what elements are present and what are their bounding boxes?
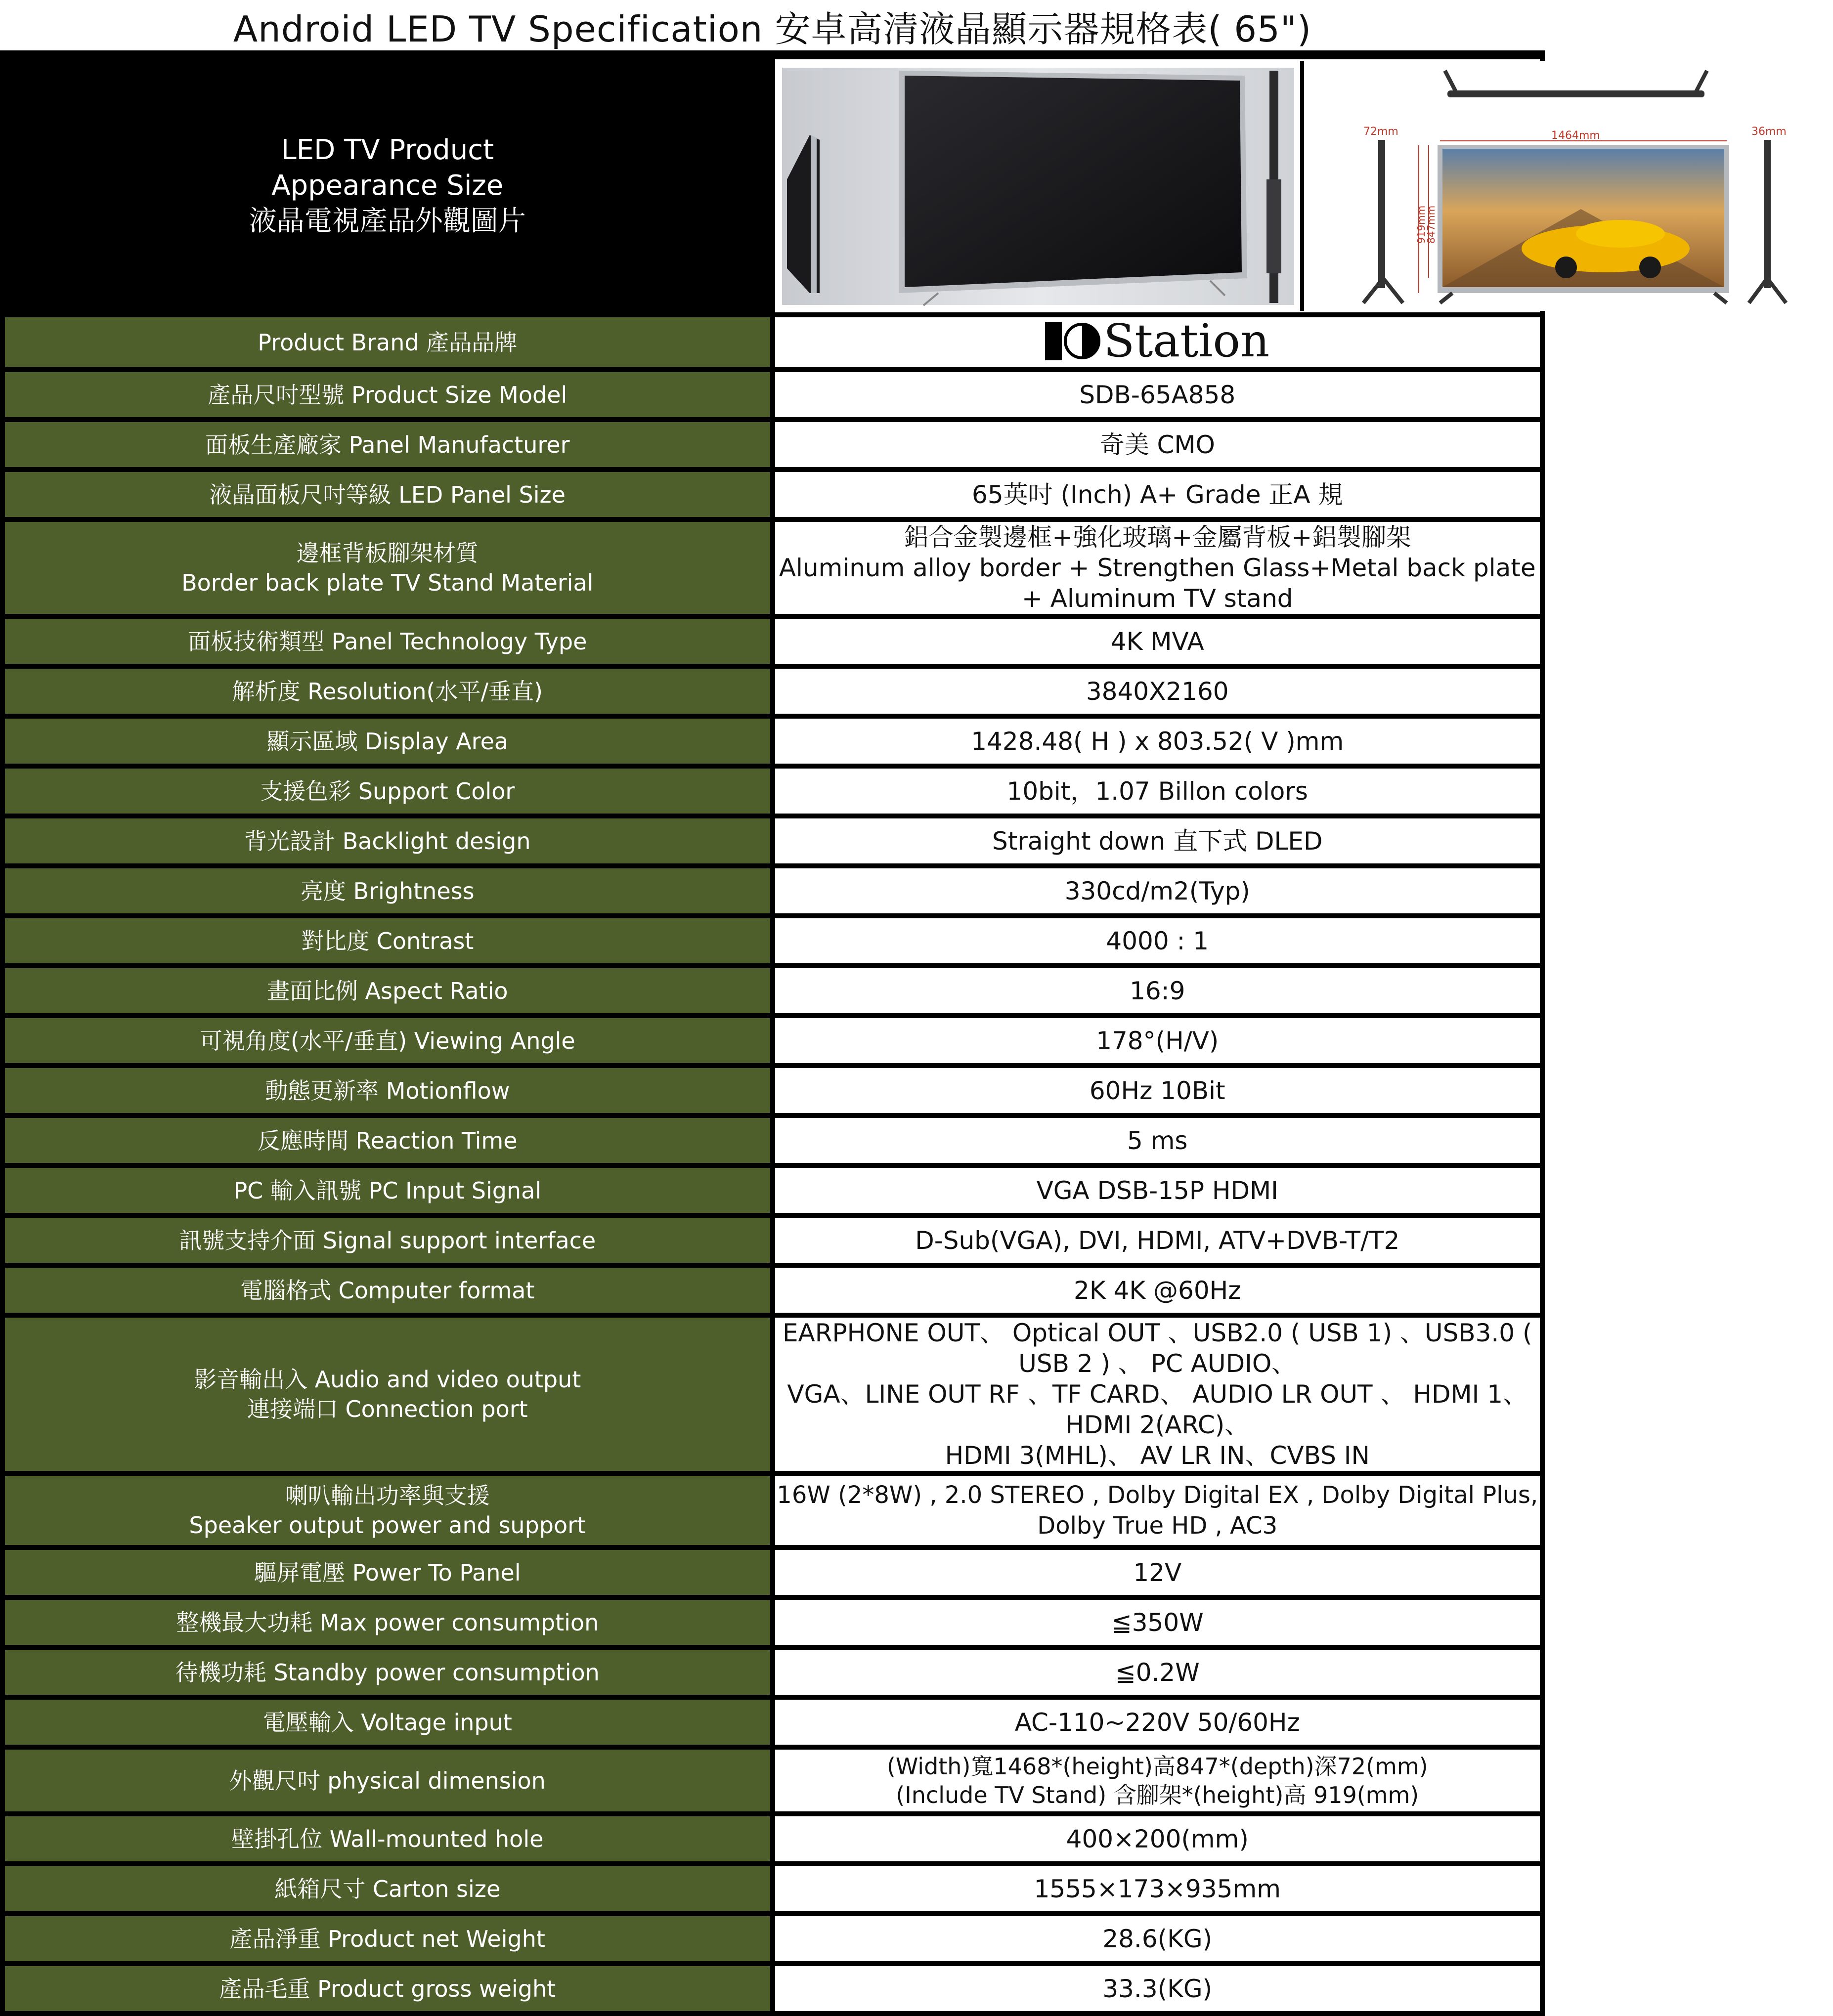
spec-value: Straight down 直下式 DLED xyxy=(773,816,1543,866)
spec-label: 整機最大功耗 Max power consumption xyxy=(2,1597,773,1647)
spec-label: 影音輸出入 Audio and video output xyxy=(194,1366,581,1393)
brand-logo xyxy=(1045,314,1270,367)
spec-value: 16:9 xyxy=(773,966,1543,1016)
side-dimension-label: 36mm xyxy=(1751,126,1787,138)
table-row xyxy=(2,1315,1542,1473)
spec-label: 動態更新率 Motionflow xyxy=(2,1066,773,1115)
table-row xyxy=(2,1647,1542,1697)
spec-value: 奇美 CMO xyxy=(773,420,1543,470)
spec-label: 畫面比例 Aspect Ratio xyxy=(2,966,773,1016)
table-row xyxy=(2,470,1542,519)
table-row xyxy=(2,666,1542,716)
spec-label: 亮度 Brightness xyxy=(2,866,773,916)
table-row xyxy=(2,1747,1542,1814)
spec-label: PC 輸入訊號 PC Input Signal xyxy=(2,1165,773,1215)
table-row xyxy=(2,1016,1542,1066)
spec-label-cell xyxy=(2,519,773,616)
brand-logo-text: Station xyxy=(1103,314,1270,367)
spec-table xyxy=(0,54,1787,2016)
spec-value: 330cd/m2(Typ) xyxy=(773,866,1543,916)
spec-value: 178°(H/V) xyxy=(773,1016,1543,1066)
spec-label: 面板生產廠家 Panel Manufacturer xyxy=(2,420,773,470)
table-row xyxy=(2,370,1542,420)
spec-value: ≦0.2W xyxy=(773,1647,1543,1697)
spec-value: 10bit，1.07 Billon colors xyxy=(773,766,1543,816)
spec-label: 解析度 Resolution(水平/垂直) xyxy=(2,666,773,716)
spec-value: 65英吋 (Inch) A+ Grade 正A 規 xyxy=(773,470,1543,519)
spec-value: 60Hz 10Bit xyxy=(773,1066,1543,1115)
spec-value: 2K 4K @60Hz xyxy=(773,1265,1543,1315)
appearance-label-en-2: Appearance Size xyxy=(271,170,504,202)
table-row xyxy=(2,1115,1542,1165)
table-row xyxy=(2,1697,1542,1747)
spec-label: 支援色彩 Support Color xyxy=(2,766,773,816)
spec-label-cell xyxy=(2,1315,773,1473)
appearance-image-cell xyxy=(773,57,1787,315)
title-divider xyxy=(0,50,1545,54)
spec-label: 產品尺吋型號 Product Size Model xyxy=(2,370,773,420)
spec-label: 面板技術類型 Panel Technology Type xyxy=(2,616,773,666)
panel-height-dimension-label: 847mm xyxy=(1425,205,1437,244)
spec-value: AC-110~220V 50/60Hz xyxy=(773,1697,1543,1747)
spec-value-line2: Aluminum alloy border + Strengthen Glass+Metal back plate + Aluminum TV stand xyxy=(779,554,1536,613)
spec-value-cell xyxy=(773,1747,1543,1814)
table-row xyxy=(2,1265,1542,1315)
table-row xyxy=(2,816,1542,866)
spec-value-cell xyxy=(773,519,1543,616)
spec-label: 驅屏電壓 Power To Panel xyxy=(2,1547,773,1597)
spec-label-cell xyxy=(2,1473,773,1547)
spec-value: 3840X2160 xyxy=(773,666,1543,716)
appearance-label-cell xyxy=(2,57,773,315)
spec-value: 33.3(KG) xyxy=(773,1964,1543,2014)
spec-value: EARPHONE OUT、 Optical OUT 、USB2.0 ( USB 1) 、USB3.0 ( USB 2 ) 、 PC AUDIO、 xyxy=(782,1319,1532,1378)
spec-label: 紙箱尺寸 Carton size xyxy=(2,1864,773,1914)
spec-value-line2: VGA、LINE OUT RF 、TF CARD、 AUDIO LR OUT 、 HDMI 1、 HDMI 2(ARC)、 xyxy=(787,1380,1528,1439)
table-row xyxy=(2,916,1542,966)
spec-value: SDB-65A858 xyxy=(773,370,1543,420)
tv-front-screen xyxy=(905,76,1242,287)
tv-top-view xyxy=(1447,90,1704,97)
table-row xyxy=(2,716,1542,766)
spec-value: 28.6(KG) xyxy=(773,1914,1543,1964)
spec-value: 5 ms xyxy=(773,1115,1543,1165)
tv-dimension-drawing xyxy=(1304,61,1833,311)
spec-label: 邊框背板腳架材質 xyxy=(296,540,479,566)
spec-value: ≦350W xyxy=(773,1597,1543,1647)
table-row xyxy=(2,420,1542,470)
spec-label: 背光設計 Backlight design xyxy=(2,816,773,866)
table-row xyxy=(2,1914,1542,1964)
spec-value: 1428.48( H ) x 803.52( V )mm xyxy=(773,716,1543,766)
spec-label: 對比度 Contrast xyxy=(2,916,773,966)
table-row xyxy=(2,1814,1542,1864)
table-row xyxy=(2,616,1542,666)
table-row xyxy=(2,766,1542,816)
spec-label: 壁掛孔位 Wall-mounted hole xyxy=(2,1814,773,1864)
spec-label: 反應時間 Reaction Time xyxy=(2,1115,773,1165)
spec-label: 待機功耗 Standby power consumption xyxy=(2,1647,773,1697)
spec-value: 12V xyxy=(773,1547,1543,1597)
table-row xyxy=(2,1964,1542,2014)
spec-label: 可視角度(水平/垂直) Viewing Angle xyxy=(2,1016,773,1066)
spec-value: 4000 : 1 xyxy=(773,916,1543,966)
table-row xyxy=(2,1864,1542,1914)
spec-value: 16W (2*8W) , 2.0 STEREO , Dolby Digital EX , Dolby Digital Plus, Dolby True HD , AC3 xyxy=(773,1473,1543,1547)
table-row xyxy=(2,866,1542,916)
spec-label: 訊號支持介面 Signal support interface xyxy=(2,1215,773,1265)
spec-label: 液晶面板尺吋等級 LED Panel Size xyxy=(2,470,773,519)
table-row xyxy=(2,1597,1542,1647)
table-row xyxy=(2,1215,1542,1265)
width-dimension-label: 1464mm xyxy=(1551,129,1600,142)
spec-label: 產品毛重 Product gross weight xyxy=(2,1964,773,2014)
spec-label-line2: Border back plate TV Stand Material xyxy=(181,569,594,596)
table-row xyxy=(2,1165,1542,1215)
spec-label: 外觀尺吋 physical dimension xyxy=(2,1747,773,1814)
tv-angle-illustration xyxy=(775,61,1300,309)
table-row xyxy=(2,1473,1542,1547)
brand-logo-h-mark xyxy=(1045,322,1062,360)
spec-label: 顯示區域 Display Area xyxy=(2,716,773,766)
table-row xyxy=(2,1547,1542,1597)
table-row xyxy=(2,519,1542,616)
table-row-brand xyxy=(2,315,1542,370)
spec-value-cell xyxy=(773,1315,1543,1473)
appearance-label-en-1: LED TV Product xyxy=(281,134,494,166)
spec-label: 電腦格式 Computer format xyxy=(2,1265,773,1315)
spec-label-line2: Speaker output power and support xyxy=(189,1512,586,1539)
spec-value-line2: (Include TV Stand) 含腳架*(height)高 919(mm) xyxy=(896,1781,1419,1808)
spec-value: 4K MVA xyxy=(773,616,1543,666)
spec-value: (Width)寬1468*(height)高847*(depth)深72(mm) xyxy=(886,1753,1428,1780)
table-row xyxy=(2,1066,1542,1115)
brand-logo-circle-mark xyxy=(1064,323,1100,359)
page-title: Android LED TV Specification 安卓高清液晶顯示器規格表( 65") xyxy=(233,8,1312,50)
stand-height-dimension-label: 919mm xyxy=(1415,205,1427,244)
spec-value: VGA DSB-15P HDMI xyxy=(773,1165,1543,1215)
brand-label: Product Brand 產品品牌 xyxy=(2,315,773,370)
tv-angle-photo xyxy=(775,61,1304,311)
depth-dimension-label: 72mm xyxy=(1363,126,1398,138)
spec-label-line2: 連接端口 Connection port xyxy=(247,1396,528,1422)
spec-value-line3: HDMI 3(MHL)、 AV LR IN、CVBS IN xyxy=(945,1441,1370,1470)
spec-value: 400×200(mm) xyxy=(773,1814,1543,1864)
spec-label: 產品淨重 Product net Weight xyxy=(2,1914,773,1964)
appearance-label-zh: 液晶電視產品外觀圖片 xyxy=(249,205,526,237)
brand-value-cell xyxy=(773,315,1543,370)
spec-label: 電壓輸入 Voltage input xyxy=(2,1697,773,1747)
spec-value: D-Sub(VGA), DVI, HDMI, ATV+DVB-T/T2 xyxy=(773,1215,1543,1265)
tv-dimension-illustration xyxy=(1304,61,1833,309)
spec-value: 1555×173×935mm xyxy=(773,1864,1543,1914)
table-row-appearance xyxy=(2,57,1542,315)
spec-label: 喇叭輸出功率與支援 xyxy=(285,1482,490,1509)
spec-value: 鋁合金製邊框+強化玻璃+金屬背板+鋁製腳架 xyxy=(904,523,1411,552)
table-row xyxy=(2,966,1542,1016)
